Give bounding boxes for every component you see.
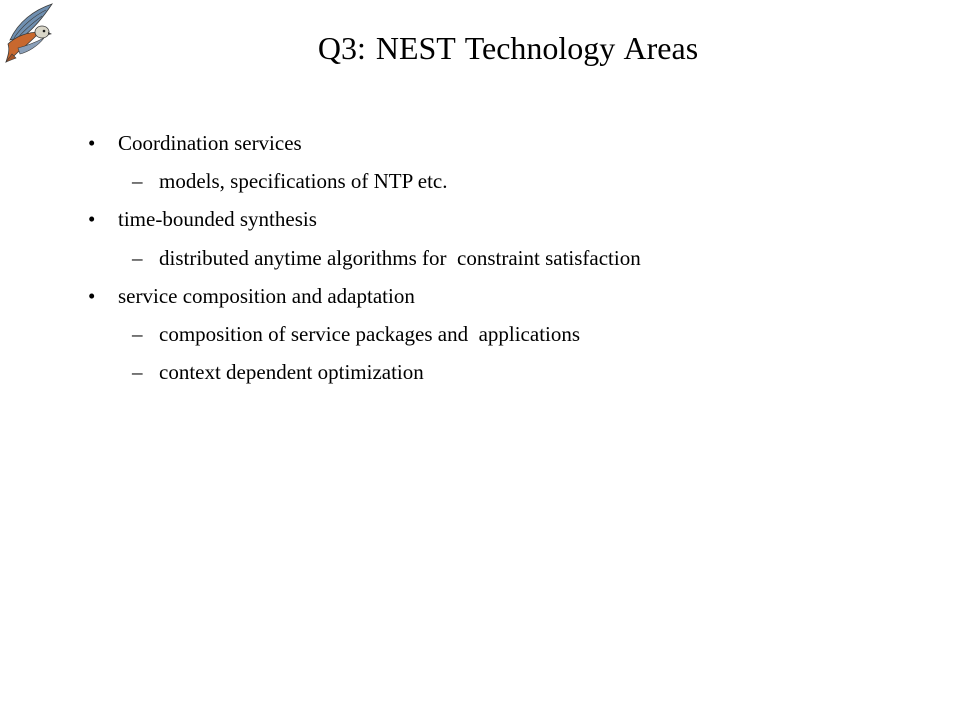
- sub-bullet-text: composition of service packages and applications: [159, 322, 581, 346]
- dash-marker: –: [132, 322, 143, 346]
- dash-marker: –: [132, 169, 143, 193]
- sub-bullet-text: context dependent optimization: [159, 360, 424, 384]
- bullet-marker: •: [88, 284, 96, 308]
- dash-marker: –: [132, 360, 143, 384]
- bullet-text: Coordination services: [118, 131, 302, 155]
- bullet-text: time-bounded synthesis: [118, 207, 317, 231]
- dash-marker: –: [132, 246, 143, 270]
- slide-title: Q3: NEST Technology Areas: [317, 30, 699, 66]
- bullet-marker: •: [88, 207, 96, 231]
- sub-bullet-text: distributed anytime algorithms for constraint satisfaction: [159, 246, 641, 270]
- bullet-marker: •: [88, 131, 96, 155]
- sub-bullet-text: models, specifications of NTP etc.: [159, 169, 448, 193]
- bullet-text: service composition and adaptation: [118, 284, 415, 308]
